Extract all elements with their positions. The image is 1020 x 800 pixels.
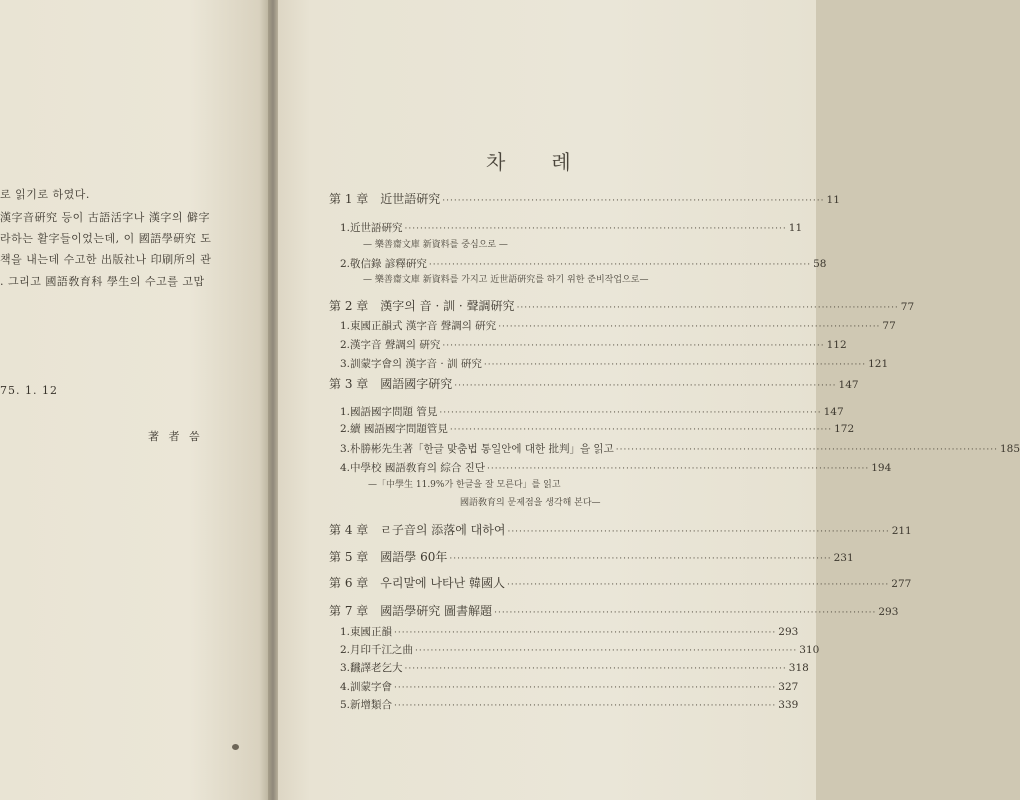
toc-entry-number: 2. <box>340 258 351 270</box>
toc-entry-title: 飜譯老乞大 <box>350 662 403 674</box>
toc-chapter-row <box>329 521 912 538</box>
toc-leader-dots: ··································································································· <box>498 322 881 332</box>
toc-entry-number: 第 3 章 <box>329 377 369 391</box>
toc-page-number: 293 <box>778 626 799 638</box>
toc-page-number: 185 <box>999 443 1020 455</box>
toc-entry-number: 第 2 章 <box>329 299 369 313</box>
preface-line: 漢字音硏究 등이 古語活字나 漢字의 僻字 <box>0 211 210 224</box>
toc-entry-number: 5. <box>340 699 351 711</box>
toc-leader-dots: ··································································································· <box>394 701 777 711</box>
toc-section-row <box>340 318 896 333</box>
toc-chapter-row <box>329 190 840 207</box>
toc-entry-number: 1. <box>340 626 351 638</box>
toc-entry-number: 第 1 章 <box>329 192 369 206</box>
toc-leader-dots: ··································································································· <box>439 408 822 418</box>
toc-entry-number: 第 6 章 <box>329 576 369 590</box>
toc-page-number: 211 <box>891 525 912 537</box>
toc-entry-title: 漢字의 音 · 訓 · 聲調硏究 <box>380 299 515 313</box>
toc-entry-title: 新增類合 <box>350 699 393 711</box>
toc-section-row <box>340 404 844 419</box>
toc-entry-number: 第 7 章 <box>329 604 369 618</box>
toc-leader-dots: ··································································································· <box>394 628 777 638</box>
toc-leader-dots: ··································································································· <box>442 196 825 206</box>
ink-smudge <box>232 744 239 750</box>
toc-leader-dots: ··································································································· <box>507 580 890 590</box>
toc-leader-dots: ··································································································· <box>394 683 777 693</box>
toc-entry-number: 4. <box>340 681 351 693</box>
toc-entry-title: 漢字音 聲調의 硏究 <box>350 339 441 351</box>
toc-page-number: 147 <box>838 379 859 391</box>
toc-page-number: 277 <box>891 578 912 590</box>
toc-page-number: 293 <box>878 606 899 618</box>
toc-note: — 樂善齋文庫 新資料를 가지고 近世語硏究를 하기 위한 준비작업으로— <box>363 275 649 285</box>
toc-page-number: 339 <box>778 699 799 711</box>
preface-line: 라하는 활字들이었는데, 이 國語學硏究 도 <box>0 232 212 245</box>
toc-page-number: 121 <box>868 358 889 370</box>
toc-entry-title: 우리말에 나타난 韓國人 <box>380 576 506 590</box>
toc-entry-number: 1. <box>340 222 351 234</box>
preface-date: 75. 1. 12 <box>0 384 58 397</box>
toc-page-number: 11 <box>788 222 803 234</box>
toc-entry-title: 近世語硏究 <box>350 222 403 234</box>
toc-leader-dots: ··································································································· <box>507 527 890 537</box>
toc-leader-dots: ··································································································· <box>404 664 787 674</box>
toc-note: — 樂善齋文庫 新資料를 중심으로 — <box>363 240 508 250</box>
toc-entry-title: 東國正韻 <box>350 626 393 638</box>
toc-leader-dots: ··································································································· <box>516 303 899 313</box>
preface-line: 책을 내는데 수고한 出版社나 印刷所의 관 <box>0 253 212 266</box>
toc-page-number: 310 <box>799 644 820 656</box>
toc-entry-number: 第 4 章 <box>329 523 369 537</box>
toc-leader-dots: ··································································································· <box>428 260 812 270</box>
preface-author: 著 者 씀 <box>148 430 203 443</box>
toc-title-right: 례 <box>551 150 571 174</box>
toc-title <box>486 146 571 175</box>
left-page <box>0 0 270 800</box>
toc-leader-dots: ··································································································· <box>449 425 833 435</box>
toc-entry-number: 1. <box>340 406 351 418</box>
toc-leader-dots: ··································································································· <box>483 360 867 370</box>
toc-section-row <box>340 356 889 371</box>
toc-page-number: 112 <box>826 339 847 351</box>
toc-entry-title: 國語國字問題 管見 <box>350 406 438 418</box>
toc-entry-number: 3. <box>340 358 351 370</box>
toc-title-left: 차 <box>486 150 506 174</box>
toc-section-row <box>340 679 799 694</box>
toc-entry-title: 中學校 國語敎育의 綜合 진단 <box>350 462 485 474</box>
toc-entry-title: 近世語硏究 <box>380 192 441 206</box>
toc-entry-number: 3. <box>340 443 351 455</box>
toc-leader-dots: ··································································································· <box>494 608 877 618</box>
toc-entry-title: 國語國字硏究 <box>380 377 453 391</box>
toc-entry-number: 1. <box>340 320 351 332</box>
toc-leader-dots: ··································································································· <box>442 341 825 351</box>
toc-entry-title: 國語學硏究 圖書解題 <box>380 604 493 618</box>
toc-page-number: 231 <box>833 552 854 564</box>
toc-section-row <box>340 624 799 639</box>
toc-section-row <box>340 337 847 352</box>
toc-entry-number: 2. <box>340 339 351 351</box>
toc-entry-title: 朴勝彬先生著「한글 맞춤법 통일안에 대한 批判」을 읽고 <box>350 443 614 455</box>
toc-entry-title: 敬信錄 諺釋硏究 <box>350 258 427 270</box>
toc-note: 國語敎育의 문제점을 생각해 본다— <box>460 498 601 508</box>
toc-page-number: 318 <box>788 662 809 674</box>
toc-page-number: 327 <box>778 681 799 693</box>
toc-section-row <box>340 660 809 675</box>
toc-leader-dots: ··································································································· <box>449 554 832 564</box>
toc-chapter-row <box>329 602 899 619</box>
toc-entry-title: 訓蒙字會 <box>350 681 393 693</box>
toc-section-row <box>340 697 799 712</box>
toc-section-row <box>340 220 803 235</box>
toc-chapter-row <box>329 375 859 392</box>
toc-page-number: 11 <box>826 194 840 206</box>
toc-chapter-row <box>329 548 854 565</box>
toc-section-row <box>340 421 855 436</box>
preface-line: . 그리고 國語敎育科 學生의 수고를 고맙 <box>0 275 205 288</box>
toc-leader-dots: ··································································································· <box>454 381 837 391</box>
toc-entry-title: 續 國語國字問題管見 <box>350 423 448 435</box>
toc-page-number: 147 <box>823 406 844 418</box>
toc-page-number: 77 <box>900 301 915 313</box>
toc-leader-dots: ··································································································· <box>615 445 998 455</box>
toc-section-row <box>340 642 820 657</box>
toc-entry-number: 2. <box>340 644 351 656</box>
toc-entry-title: 國語學 60年 <box>380 550 448 564</box>
toc-leader-dots: ··································································································· <box>486 464 870 474</box>
toc-entry-number: 第 5 章 <box>329 550 369 564</box>
toc-section-row <box>340 441 1020 456</box>
toc-note: —「中學生 11.9%가 한글을 잘 모른다」를 읽고 <box>368 480 561 490</box>
book-gutter <box>268 0 278 800</box>
toc-leader-dots: ··································································································· <box>404 224 787 234</box>
toc-entry-number: 2. <box>340 423 351 435</box>
toc-entry-title: 訓蒙字會의 漢字音 · 訓 硏究 <box>350 358 482 370</box>
toc-section-row <box>340 460 892 475</box>
toc-page-number: 77 <box>882 320 896 332</box>
toc-section-row <box>340 256 827 271</box>
toc-entry-title: ㄹ子音의 添落에 대하여 <box>380 523 506 537</box>
toc-entry-number: 3. <box>340 662 351 674</box>
toc-entry-title: 東國正韻式 漢字音 聲調의 硏究 <box>350 320 497 332</box>
toc-entry-number: 4. <box>340 462 351 474</box>
toc-page-number: 172 <box>834 423 855 435</box>
preface-line: 로 읽기로 하였다. <box>0 188 90 201</box>
toc-chapter-row <box>329 297 915 314</box>
toc-chapter-row <box>329 574 912 591</box>
toc-entry-title: 月印千江之曲 <box>350 644 414 656</box>
toc-page-number: 58 <box>813 258 827 270</box>
toc-page-number: 194 <box>871 462 892 474</box>
toc-leader-dots: ··································································································· <box>415 646 798 656</box>
